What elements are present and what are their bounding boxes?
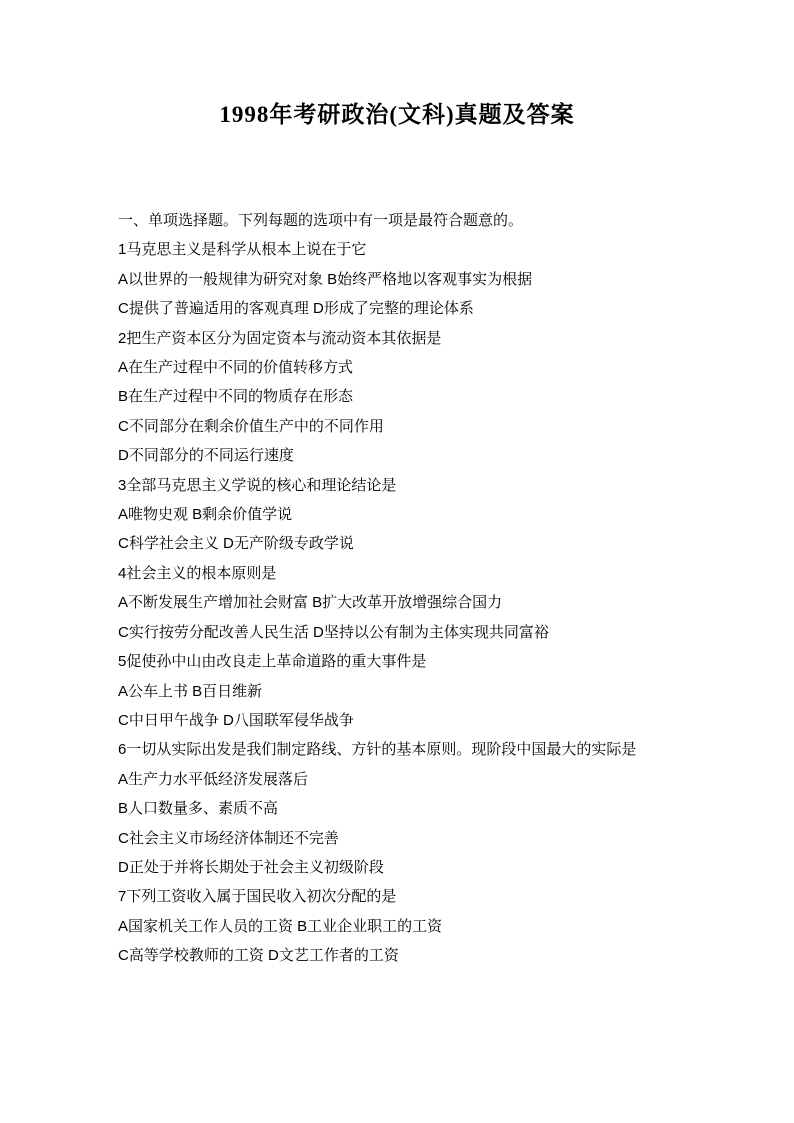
question-3-options-ab: A唯物史观 B剩余价值学说 [118, 506, 293, 524]
question-2-option-d: D不同部分的不同运行速度 [118, 447, 294, 465]
question-6-option-d: D正处于并将长期处于社会主义初级阶段 [118, 858, 384, 876]
document-body [0, 206, 794, 971]
question-1-stem: 1马克思主义是科学从根本上说在于它 [118, 241, 367, 259]
question-5-options-cd: C中日甲午战争 D八国联军侵华战争 [118, 711, 354, 729]
question-1-options-cd: C提供了普遍适用的客观真理 D形成了完整的理论体系 [118, 300, 474, 318]
question-7-options-ab: A国家机关工作人员的工资 B工业企业职工的工资 [118, 917, 443, 935]
question-6-option-c: C社会主义市场经济体制还不完善 [118, 829, 339, 847]
question-6-option-a: A生产力水平低经济发展落后 [118, 770, 309, 788]
question-4-options-cd: C实行按劳分配改善人民生活 D坚持以公有制为主体实现共同富裕 [118, 623, 549, 641]
question-7-options-cd: C高等学校教师的工资 D文艺工作者的工资 [118, 947, 399, 965]
question-4-options-ab: A不断发展生产增加社会财富 B扩大改革开放增强综合国力 [118, 594, 503, 612]
question-2-option-b: B在生产过程中不同的物质存在形态 [118, 388, 354, 406]
section-heading: 一、单项选择题。下列每题的选项中有一项是最符合题意的。 [118, 212, 524, 229]
question-5-stem: 5促使孙中山由改良走上革命道路的重大事件是 [118, 653, 427, 671]
page-title: 1998年考研政治(文科)真题及答案 [219, 102, 575, 127]
question-2-option-c: C不同部分在剩余价值生产中的不同作用 [118, 417, 384, 435]
question-3-options-cd: C科学社会主义 D无产阶级专政学说 [118, 535, 354, 553]
question-3-stem: 3全部马克思主义学说的核心和理论结论是 [118, 476, 397, 494]
question-5-options-ab: A公车上书 B百日维新 [118, 682, 263, 700]
question-4-stem: 4社会主义的根本原则是 [118, 564, 277, 582]
question-6-stem: 6一切从实际出发是我们制定路线、方针的基本原则。现阶段中国最大的实际是 [118, 741, 637, 759]
question-7-stem: 7下列工资收入属于国民收入初次分配的是 [118, 888, 397, 906]
question-1-options-ab: A以世界的一般规律为研究对象 B始终严格地以客观事实为根据 [118, 270, 533, 288]
question-2-stem: 2把生产资本区分为固定资本与流动资本其依据是 [118, 329, 442, 347]
question-2-option-a: A在生产过程中不同的价值转移方式 [118, 359, 354, 377]
question-6-option-b: B人口数量多、素质不高 [118, 800, 279, 818]
